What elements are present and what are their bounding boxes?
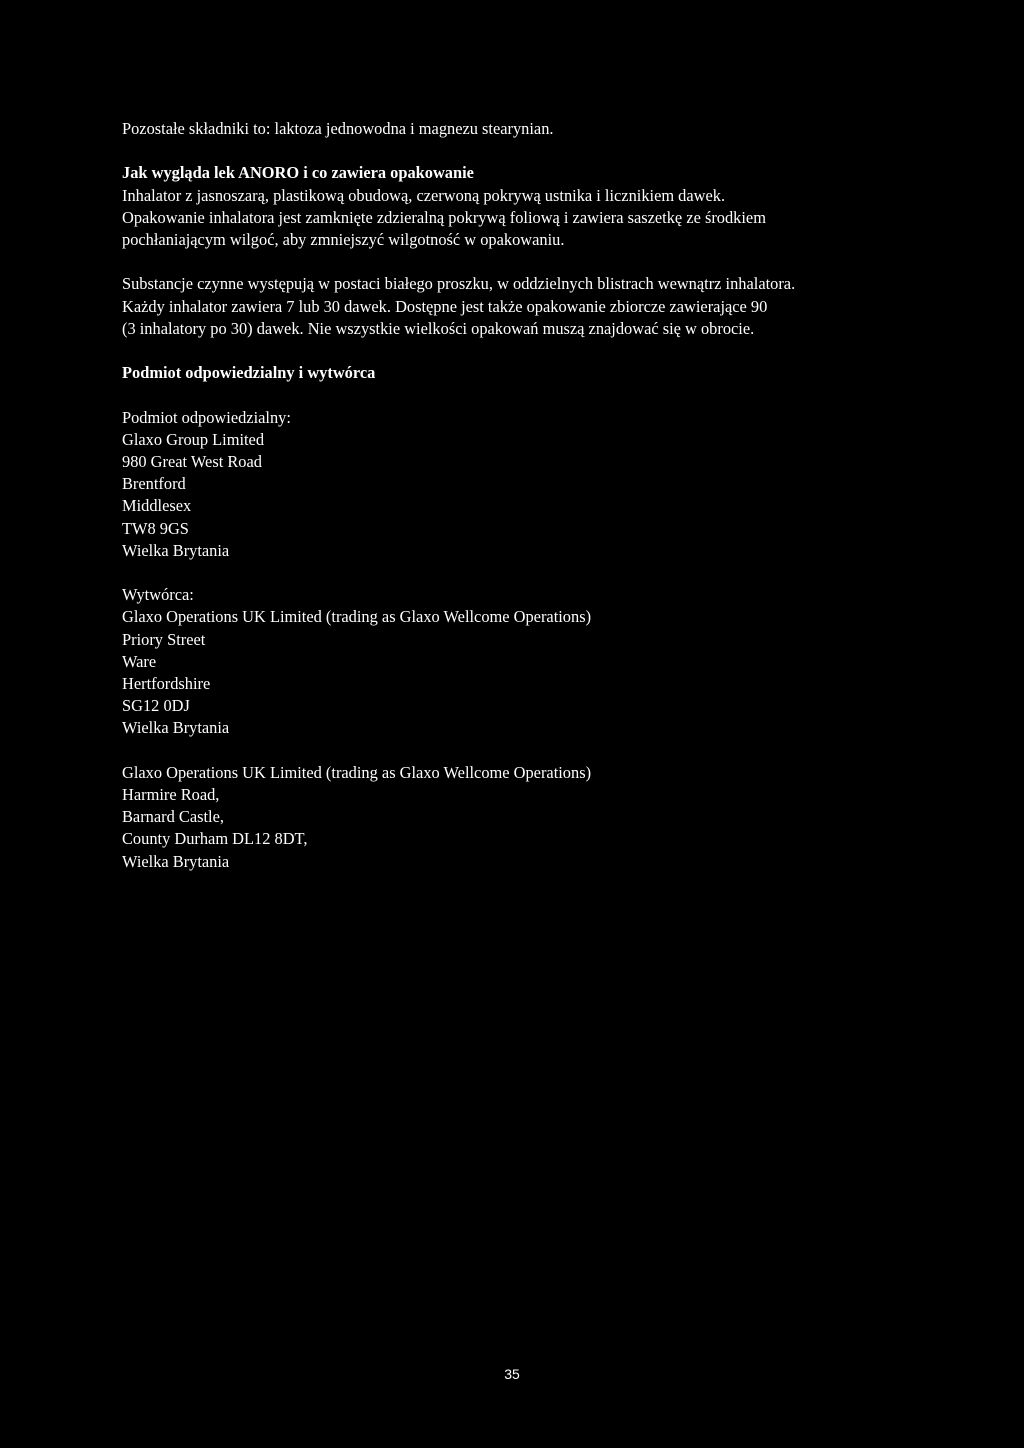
packaging-heading: Jak wygląda lek ANORO i co zawiera opakowanie [122, 163, 474, 183]
manufacturer-site1-line: Hertfordshire [122, 674, 211, 693]
manufacturer-site1-line: Wielka Brytania [122, 718, 230, 738]
responsible-address-line: Wielka Brytania [122, 540, 230, 560]
manufacturer-site2-line: Harmire Road, [122, 785, 220, 804]
manufacturer-site2-line: Glaxo Operations UK Limited (trading as Glaxo Wellcome Operations) [122, 762, 592, 782]
responsible-address-line: Brentford [122, 474, 186, 494]
spacer [122, 740, 912, 762]
responsible-heading: Podmiot odpowiedzialny i wytwórca [122, 363, 376, 383]
document-page [122, 118, 912, 873]
packaging-line: Opakowanie inhalatora jest zamknięte zdzieralną pokrywą foliową i zawiera saszetkę ze środkiem [122, 207, 766, 227]
manufacturer-site2-line: Wielka Brytania [122, 851, 230, 871]
manufacturer-site1-line: Priory Street [122, 629, 206, 649]
manufacturer-label: Wytwórca: [122, 585, 194, 605]
substances-line: (3 inhalatory po 30) dawek. Nie wszystkie wielkości opakowań muszą znajdować się w obrocie. [122, 318, 755, 338]
spacer [122, 340, 912, 362]
manufacturer-site2-line: Barnard Castle, [122, 807, 224, 827]
packaging-line: pochłaniającym wilgoć, aby zmniejszyć wilgotność w opakowaniu. [122, 230, 565, 249]
substances-line: Substancje czynne występują w postaci białego proszku, w oddzielnych blistrach wewnątrz inhalatora. [122, 274, 796, 294]
manufacturer-site1-line: Glaxo Operations UK Limited (trading as Glaxo Wellcome Operations) [122, 607, 592, 627]
responsible-address-line: Middlesex [122, 496, 192, 516]
manufacturer-site1-line: SG12 0DJ [122, 696, 190, 716]
packaging-line: Inhalator z jasnoszarą, plastikową obudową, czerwoną pokrywą ustnika i licznikiem dawek. [122, 185, 726, 205]
responsible-address-line: TW8 9GS [122, 518, 189, 538]
spacer [122, 251, 912, 273]
manufacturer-site2-line: County Durham DL12 8DT, [122, 829, 308, 849]
spacer [122, 384, 912, 406]
other-ingredients-text: Pozostałe składniki to: laktoza jednowodna i magnezu stearynian. [122, 119, 554, 138]
responsible-address-line: Glaxo Group Limited [122, 429, 265, 449]
manufacturer-site1-line: Ware [122, 651, 157, 671]
responsible-label: Podmiot odpowiedzialny: [122, 407, 291, 427]
spacer [122, 562, 912, 584]
spacer [122, 140, 912, 162]
responsible-address-line: 980 Great West Road [122, 451, 262, 471]
substances-line: Każdy inhalator zawiera 7 lub 30 dawek. Dostępne jest także opakowanie zbiorcze zawierające 90 [122, 296, 768, 316]
page-number: 35 [504, 1366, 520, 1382]
